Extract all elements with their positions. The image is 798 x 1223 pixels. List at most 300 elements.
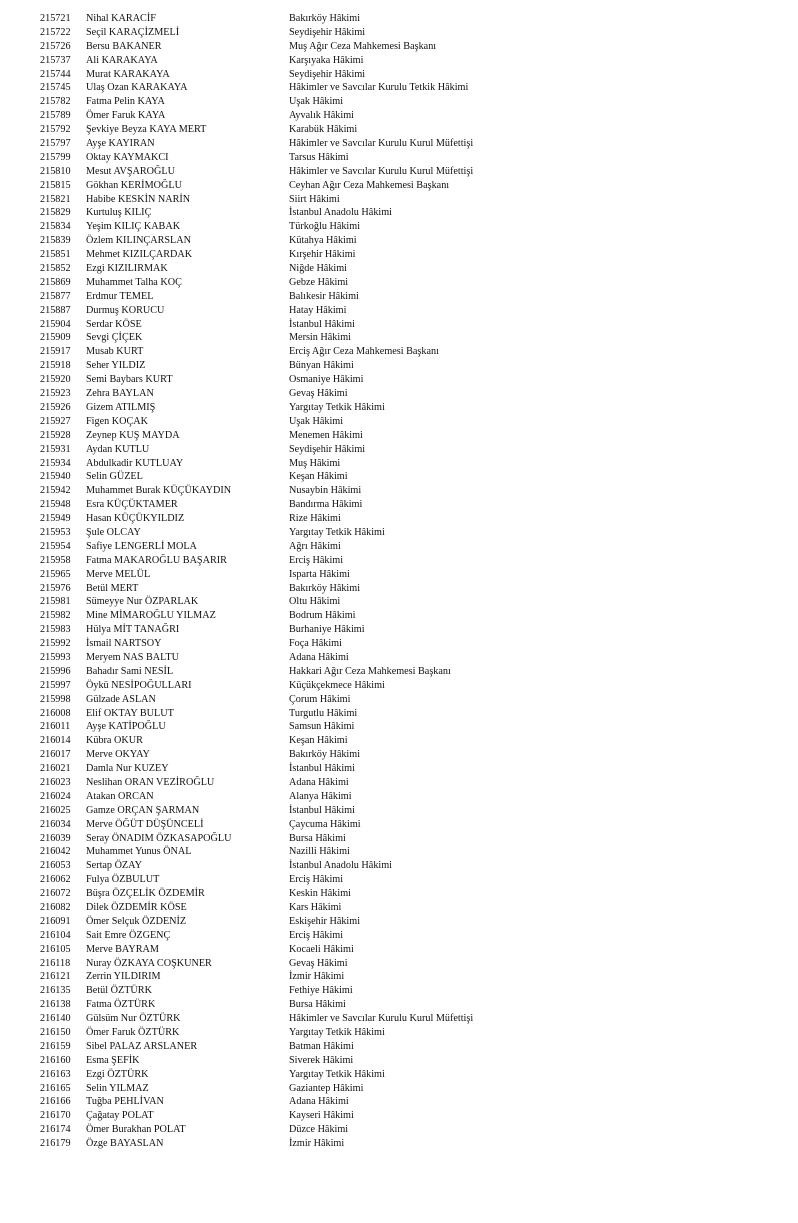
list-item [0, 248, 798, 262]
assigned-position: Keşan Hâkimi [289, 471, 348, 483]
list-item [0, 40, 798, 54]
registry-number: 215797 [40, 138, 71, 150]
list-item [0, 429, 798, 443]
assigned-position: İstanbul Hâkimi [289, 804, 355, 816]
list-item [0, 901, 798, 915]
registry-number: 215976 [40, 582, 71, 594]
list-item [0, 498, 798, 512]
registry-number: 216105 [40, 943, 71, 955]
list-item [0, 873, 798, 887]
person-name: Meryem NAS BALTU [86, 651, 180, 663]
list-item [0, 1054, 798, 1068]
person-name: Hasan KÜÇÜKYILDIZ [86, 513, 185, 525]
registry-number: 216042 [40, 846, 71, 858]
assigned-position: Balıkesir Hâkimi [289, 290, 359, 302]
assigned-position: Bakırköy Hâkimi [289, 582, 361, 594]
list-item [0, 554, 798, 568]
list-item [0, 1137, 798, 1151]
list-item [0, 151, 798, 165]
list-item [0, 762, 798, 776]
registry-number: 216091 [40, 915, 71, 927]
person-name: Ömer Selçuk ÖZDENİZ [86, 915, 187, 927]
person-name: Elif OKTAY BULUT [86, 707, 174, 719]
registry-number: 216017 [40, 749, 71, 761]
registry-number: 216170 [40, 1110, 71, 1122]
list-item [0, 957, 798, 971]
list-item [0, 568, 798, 582]
assigned-position: Oltu Hâkimi [289, 596, 341, 608]
list-item [0, 1012, 798, 1026]
assigned-position: Yargıtay Tetkik Hâkimi [289, 1027, 385, 1039]
list-item [0, 1095, 798, 1109]
list-item [0, 123, 798, 137]
list-item [0, 887, 798, 901]
person-name: Muhammet Talha KOÇ [86, 276, 182, 288]
person-name: Ayşe KATİPOĞLU [86, 721, 166, 733]
registry-number: 215744 [40, 68, 71, 80]
list-item [0, 859, 798, 873]
person-name: Ezgi KIZILIRMAK [86, 263, 168, 275]
person-name: Fulya ÖZBULUT [86, 874, 160, 886]
registry-number: 216014 [40, 735, 71, 747]
registry-number: 215745 [40, 82, 71, 94]
assigned-position: Kocaeli Hâkimi [289, 943, 354, 955]
list-item [0, 609, 798, 623]
assigned-position: Hâkimler ve Savcılar Kurulu Kurul Müfettişi [289, 138, 474, 150]
list-item [0, 304, 798, 318]
assigned-position: Adana Hâkimi [289, 651, 349, 663]
registry-number: 215904 [40, 318, 71, 330]
registry-number: 216053 [40, 860, 71, 872]
list-item [0, 651, 798, 665]
person-name: Sibel PALAZ ARSLANER [86, 1040, 198, 1052]
person-name: Gamze ORÇAN ŞARMAN [86, 804, 200, 816]
assigned-position: Eskişehir Hâkimi [289, 915, 361, 927]
assigned-position: Hakkari Ağır Ceza Mahkemesi Başkanı [289, 665, 451, 677]
list-item [0, 693, 798, 707]
registry-number: 215839 [40, 235, 71, 247]
registry-number: 216082 [40, 902, 71, 913]
list-item [0, 1068, 798, 1082]
assigned-position: Bursa Hâkimi [289, 999, 346, 1011]
assigned-position: Bandırma Hâkimi [289, 499, 363, 511]
registry-number: 216138 [40, 999, 71, 1011]
person-name: Ömer Faruk ÖZTÜRK [86, 1027, 180, 1039]
assigned-position: Muş Ağır Ceza Mahkemesi Başkanı [289, 40, 437, 52]
assigned-position: Samsun Hâkimi [289, 721, 355, 733]
person-name: Kübra OKUR [86, 735, 143, 747]
person-name: Gökhan KERİMOĞLU [86, 179, 182, 191]
list-item [0, 331, 798, 345]
registry-number: 215737 [40, 54, 71, 66]
registry-number: 215920 [40, 374, 71, 386]
list-item [0, 734, 798, 748]
list-item [0, 998, 798, 1012]
person-name: Ulaş Ozan KARAKAYA [86, 82, 188, 94]
person-name: Şule OLCAY [86, 526, 141, 538]
person-name: Merve ÖĞÜT DÜŞÜNCELİ [86, 818, 204, 830]
assigned-position: Düzce Hâkimi [289, 1124, 349, 1136]
person-name: Esra KÜÇÜKTAMER [86, 499, 178, 511]
person-name: Neslihan ORAN VEZİROĞLU [86, 776, 215, 788]
registry-number: 215997 [40, 679, 71, 691]
person-name: Figen KOÇAK [86, 415, 148, 427]
person-name: Hülya MİT TANAĞRI [86, 624, 180, 636]
assigned-position: Seydişehir Hâkimi [289, 68, 366, 80]
person-name: Murat KARAKAYA [86, 68, 170, 80]
assigned-position: Ayvalık Hâkimi [289, 110, 354, 122]
person-name: Oktay KAYMAKCI [86, 151, 169, 163]
registry-number: 215926 [40, 401, 71, 413]
assigned-position: Erciş Hâkimi [289, 929, 344, 941]
assigned-position: Yargıtay Tetkik Hâkimi [289, 401, 385, 413]
list-item [0, 12, 798, 26]
person-name: Merve OKYAY [86, 749, 150, 761]
assigned-position: Gebze Hâkimi [289, 276, 349, 288]
person-name: Sertap ÖZAY [86, 860, 142, 872]
assigned-position: Turgutlu Hâkimi [289, 707, 358, 719]
registry-number: 216021 [40, 763, 71, 775]
assigned-position: Isparta Hâkimi [289, 568, 350, 580]
person-name: Merve MELÜL [86, 568, 151, 580]
registry-number: 215928 [40, 429, 71, 441]
person-name: Sümeyye Nur ÖZPARLAK [86, 596, 199, 608]
list-item [0, 179, 798, 193]
person-name: Serdar KÖSE [86, 318, 142, 330]
registry-number: 215834 [40, 221, 71, 233]
registry-number: 215931 [40, 443, 71, 455]
assigned-position: Seydişehir Hâkimi [289, 26, 366, 38]
person-name: Şevkiye Beyza KAYA MERT [86, 124, 207, 136]
person-name: Muhammet Burak KÜÇÜKAYDIN [86, 485, 232, 497]
assigned-position: Adana Hâkimi [289, 776, 349, 788]
list-item [0, 1026, 798, 1040]
registry-number: 216011 [40, 721, 71, 733]
assigned-position: Burhaniye Hâkimi [289, 624, 365, 636]
list-item [0, 345, 798, 359]
list-item [0, 109, 798, 123]
list-item [0, 220, 798, 234]
registry-number: 216121 [40, 971, 71, 983]
appointment-list [0, 12, 798, 1151]
assigned-position: Erciş Ağır Ceza Mahkemesi Başkanı [289, 346, 439, 358]
list-item [0, 595, 798, 609]
registry-number: 216104 [40, 929, 71, 941]
registry-number: 215953 [40, 526, 71, 538]
person-name: Bersu BAKANER [86, 40, 162, 52]
assigned-position: Adana Hâkimi [289, 1096, 349, 1108]
assigned-position: Muş Hâkimi [289, 457, 341, 469]
registry-number: 216174 [40, 1124, 71, 1136]
assigned-position: Fethiye Hâkimi [289, 985, 353, 997]
list-item [0, 443, 798, 457]
person-name: İsmail NARTSOY [86, 638, 162, 650]
assigned-position: Hâkimler ve Savcılar Kurulu Kurul Müfettişi [289, 1013, 474, 1025]
registry-number: 216160 [40, 1054, 71, 1066]
list-item [0, 457, 798, 471]
list-item [0, 26, 798, 40]
person-name: Ali KARAKAYA [86, 54, 158, 66]
person-name: Atakan ORCAN [86, 790, 154, 802]
person-name: Abdulkadir KUTLUAY [86, 457, 184, 469]
person-name: Semi Baybars KURT [86, 374, 173, 386]
registry-number: 215981 [40, 596, 71, 608]
assigned-position: Bünyan Hâkimi [289, 360, 354, 372]
registry-number: 215789 [40, 110, 71, 122]
registry-number: 216072 [40, 888, 71, 900]
registry-number: 216023 [40, 776, 71, 788]
registry-number: 215918 [40, 360, 71, 372]
list-item [0, 68, 798, 82]
person-name: Seray ÖNADIM ÖZKASAPOĞLU [86, 832, 232, 844]
list-item [0, 359, 798, 373]
assigned-position: Alanya Hâkimi [289, 790, 352, 802]
registry-number: 215821 [40, 193, 71, 205]
list-item [0, 1123, 798, 1137]
registry-number: 215851 [40, 249, 71, 261]
registry-number: 215810 [40, 165, 71, 177]
assigned-position: Kayseri Hâkimi [289, 1110, 354, 1122]
assigned-position: Uşak Hâkimi [289, 415, 344, 427]
person-name: Öykü NESİPOĞULLARI [86, 679, 192, 691]
list-item [0, 81, 798, 95]
assigned-position: Ceyhan Ağır Ceza Mahkemesi Başkanı [289, 179, 450, 191]
person-name: Zerrin YILDIRIM [86, 971, 161, 983]
person-name: Seher YILDIZ [86, 360, 146, 372]
list-item [0, 290, 798, 304]
registry-number: 216165 [40, 1082, 71, 1094]
person-name: Tuğba PEHLİVAN [86, 1096, 164, 1108]
person-name: Fatma MAKAROĞLU BAŞARIR [86, 554, 227, 566]
registry-number: 215909 [40, 332, 71, 344]
assigned-position: Kırşehir Hâkimi [289, 249, 356, 261]
registry-number: 215992 [40, 638, 71, 650]
registry-number: 216118 [40, 957, 71, 969]
person-name: Aydan KUTLU [86, 443, 150, 455]
registry-number: 216062 [40, 874, 71, 886]
registry-number: 215923 [40, 388, 71, 400]
list-item [0, 748, 798, 762]
person-name: Sevgi ÇİÇEK [86, 332, 143, 344]
person-name: Selin YILMAZ [86, 1082, 149, 1094]
assigned-position: Bakırköy Hâkimi [289, 13, 361, 24]
assigned-position: İstanbul Hâkimi [289, 763, 355, 775]
list-item [0, 679, 798, 693]
list-item [0, 1082, 798, 1096]
person-name: Muhammet Yunus ÖNAL [86, 846, 192, 858]
person-name: Damla Nur KUZEY [86, 763, 169, 775]
assigned-position: Uşak Hâkimi [289, 96, 344, 108]
assigned-position: Mersin Hâkimi [289, 332, 351, 344]
list-item [0, 1040, 798, 1054]
list-item [0, 193, 798, 207]
person-name: Çağatay POLAT [86, 1110, 154, 1122]
list-item [0, 526, 798, 540]
registry-number: 215927 [40, 415, 71, 427]
assigned-position: İstanbul Anadolu Hâkimi [289, 860, 392, 872]
registry-number: 216039 [40, 832, 71, 844]
list-item [0, 720, 798, 734]
registry-number: 215782 [40, 96, 71, 108]
person-name: Habibe KESKİN NARİN [86, 193, 191, 205]
person-name: Mehmet KIZILÇARDAK [86, 249, 193, 261]
person-name: Musab KURT [86, 346, 144, 358]
assigned-position: Küçükçekmece Hâkimi [289, 679, 385, 691]
registry-number: 215829 [40, 207, 71, 219]
registry-number: 215954 [40, 540, 71, 552]
list-item [0, 512, 798, 526]
person-name: Yeşim KILIÇ KABAK [86, 221, 181, 233]
list-item [0, 415, 798, 429]
assigned-position: Yargıtay Tetkik Hâkimi [289, 526, 385, 538]
list-item [0, 845, 798, 859]
assigned-position: Hâkimler ve Savcılar Kurulu Tetkik Hâkimi [289, 82, 469, 94]
registry-number: 216159 [40, 1040, 71, 1052]
assigned-position: Foça Hâkimi [289, 638, 342, 650]
assigned-position: İstanbul Anadolu Hâkimi [289, 207, 392, 219]
registry-number: 215996 [40, 665, 71, 677]
list-item [0, 665, 798, 679]
person-name: Gülzade ASLAN [86, 693, 156, 705]
list-item [0, 206, 798, 220]
assigned-position: Siirt Hâkimi [289, 193, 340, 205]
assigned-position: İstanbul Hâkimi [289, 318, 355, 330]
assigned-position: Türkoğlu Hâkimi [289, 221, 361, 233]
person-name: Zeynep KUŞ MAYDA [86, 429, 180, 441]
person-name: Sait Emre ÖZGENÇ [86, 929, 171, 941]
person-name: Ezgi ÖZTÜRK [86, 1068, 149, 1080]
person-name: Selin GÜZEL [86, 471, 143, 483]
registry-number: 216008 [40, 707, 71, 719]
list-item [0, 623, 798, 637]
assigned-position: İzmir Hâkimi [289, 1138, 345, 1150]
person-name: Nihal KARACİF [86, 13, 156, 24]
person-name: Betül ÖZTÜRK [86, 985, 152, 997]
assigned-position: Çaycuma Hâkimi [289, 818, 361, 830]
registry-number: 215869 [40, 276, 71, 288]
assigned-position: Hâkimler ve Savcılar Kurulu Kurul Müfettişi [289, 165, 474, 177]
registry-number: 216024 [40, 790, 71, 802]
assigned-position: Erciş Hâkimi [289, 554, 344, 566]
assigned-position: Karşıyaka Hâkimi [289, 54, 364, 66]
person-name: Gülsüm Nur ÖZTÜRK [86, 1013, 181, 1025]
person-name: Fatma ÖZTÜRK [86, 999, 156, 1011]
assigned-position: Seydişehir Hâkimi [289, 443, 366, 455]
person-name: Özlem KILINÇARSLAN [86, 235, 191, 247]
registry-number: 215998 [40, 693, 71, 705]
person-name: Büşra ÖZÇELİK ÖZDEMİR [86, 888, 205, 900]
registry-number: 215917 [40, 346, 71, 358]
list-item [0, 262, 798, 276]
registry-number: 215934 [40, 457, 71, 469]
registry-number: 215993 [40, 651, 71, 663]
assigned-position: Kütahya Hâkimi [289, 235, 357, 247]
assigned-position: Niğde Hâkimi [289, 263, 348, 275]
registry-number: 215877 [40, 290, 71, 302]
person-name: Merve BAYRAM [86, 943, 159, 955]
registry-number: 215942 [40, 485, 71, 497]
registry-number: 216163 [40, 1068, 71, 1080]
list-item [0, 943, 798, 957]
assigned-position: Hatay Hâkimi [289, 304, 347, 316]
person-name: Özge BAYASLAN [86, 1138, 164, 1150]
registry-number: 215799 [40, 151, 71, 163]
list-item [0, 540, 798, 554]
assigned-position: Çorum Hâkimi [289, 693, 351, 705]
person-name: Betül MERT [86, 582, 139, 594]
person-name: Esma ŞEFİK [86, 1054, 140, 1066]
list-item [0, 1109, 798, 1123]
assigned-position: Gaziantep Hâkimi [289, 1082, 364, 1094]
registry-number: 216150 [40, 1027, 71, 1039]
list-item [0, 387, 798, 401]
assigned-position: Tarsus Hâkimi [289, 151, 349, 163]
list-item [0, 582, 798, 596]
person-name: Gizem ATILMIŞ [86, 401, 156, 413]
list-item [0, 929, 798, 943]
person-name: Ömer Faruk KAYA [86, 110, 166, 122]
list-item [0, 234, 798, 248]
registry-number: 215948 [40, 499, 71, 511]
list-item [0, 707, 798, 721]
registry-number: 215722 [40, 26, 71, 38]
registry-number: 215852 [40, 263, 71, 275]
assigned-position: Karabük Hâkimi [289, 124, 358, 136]
list-item [0, 470, 798, 484]
assigned-position: Keskin Hâkimi [289, 888, 351, 900]
registry-number: 216166 [40, 1096, 71, 1108]
person-name: Seçil KARAÇİZMELİ [86, 26, 180, 38]
list-item [0, 95, 798, 109]
assigned-position: Ağrı Hâkimi [289, 540, 341, 552]
person-name: Safiye LENGERLİ MOLA [86, 540, 197, 552]
registry-number: 215940 [40, 471, 71, 483]
person-name: Zehra BAYLAN [86, 388, 154, 400]
assigned-position: Keşan Hâkimi [289, 735, 348, 747]
person-name: Fatma Pelin KAYA [86, 96, 165, 108]
registry-number: 215887 [40, 304, 71, 316]
list-item [0, 276, 798, 290]
list-item [0, 165, 798, 179]
assigned-position: Kars Hâkimi [289, 902, 342, 913]
assigned-position: Rize Hâkimi [289, 513, 341, 525]
registry-number: 215949 [40, 513, 71, 525]
assigned-position: Siverek Hâkimi [289, 1054, 354, 1066]
registry-number: 216025 [40, 804, 71, 816]
assigned-position: Nusaybin Hâkimi [289, 485, 362, 497]
person-name: Mesut AVŞAROĞLU [86, 165, 175, 177]
registry-number: 215965 [40, 568, 71, 580]
assigned-position: Bodrum Hâkimi [289, 610, 356, 622]
assigned-position: Gevaş Hâkimi [289, 388, 348, 400]
assigned-position: Gevaş Hâkimi [289, 957, 348, 969]
list-item [0, 790, 798, 804]
person-name: Kurtuluş KILIÇ [86, 207, 152, 219]
list-item [0, 804, 798, 818]
registry-number: 215982 [40, 610, 71, 622]
assigned-position: Bakırköy Hâkimi [289, 749, 361, 761]
person-name: Nuray ÖZKAYA COŞKUNER [86, 957, 212, 969]
list-item [0, 484, 798, 498]
person-name: Ayşe KAYIRAN [86, 138, 155, 150]
person-name: Dilek ÖZDEMİR KÖSE [86, 902, 187, 913]
list-item [0, 832, 798, 846]
registry-number: 215958 [40, 554, 71, 566]
registry-number: 216179 [40, 1138, 71, 1150]
assigned-position: Erciş Hâkimi [289, 874, 344, 886]
assigned-position: Bursa Hâkimi [289, 832, 346, 844]
assigned-position: Yargıtay Tetkik Hâkimi [289, 1068, 385, 1080]
